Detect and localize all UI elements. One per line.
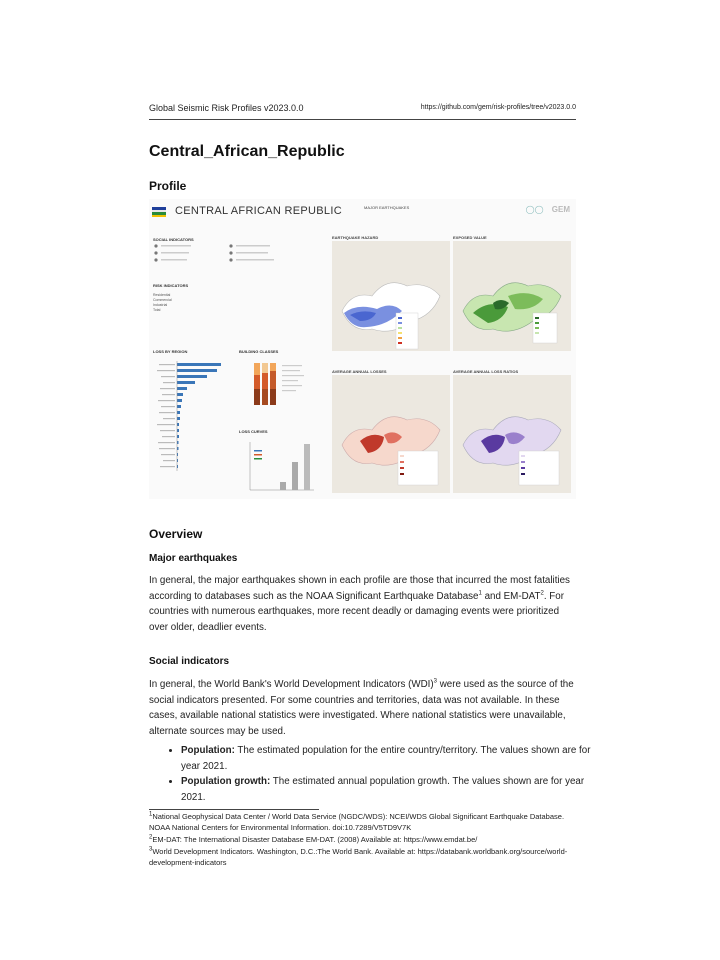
major-earthquakes-paragraph [149, 573, 579, 636]
page-title: Central_African_Republic [149, 143, 345, 160]
header-title: Global Seismic Risk Profiles v2023.0.0 [149, 103, 304, 113]
loss-by-region-chart [153, 359, 233, 489]
indicator-bullet-list [167, 743, 593, 806]
aalr-map-svg [453, 375, 571, 493]
running-header [149, 103, 576, 117]
og-logo-icon: ◯◯ [525, 205, 544, 214]
infographic-major-eq-label: MAJOR EARTHQUAKES [364, 205, 410, 210]
aal-map-svg [332, 375, 450, 493]
header-url[interactable]: https://github.com/gem/risk-profiles/tree/v2023.0.0 [420, 104, 576, 111]
exposed-map-svg [453, 241, 571, 351]
building-classes-chart [244, 359, 314, 419]
average-annual-losses-map [332, 369, 450, 515]
gem-logo: GEM [551, 205, 570, 214]
footnote-ref[interactable]: 1 [478, 590, 482, 597]
hazard-map-svg [332, 241, 450, 351]
paragraph-text: In general, the major earthquakes shown in each profile are those that incurred the most fatalities according to databases such as the NOAA Significant Earthquake Database [149, 575, 570, 602]
footnote-rule [149, 809, 319, 810]
social-indicator-icons [153, 243, 323, 265]
paragraph-text: were used as the source of the social indicators presented. For some countries and territories, data was not available. In these cases, available national statistics were investigated. Where national statistics were unavailable, alternate sources may be used. [149, 679, 574, 738]
building-classes-label: BUILDING CLASSES [239, 349, 279, 354]
flag-icon [152, 207, 166, 217]
profile-infographic [149, 199, 576, 499]
risk-row-label: Industrial [153, 303, 168, 307]
footnote-text: EM-DAT: The International Disaster Database EM-DAT. (2008) Available at: https://www.emdat.be/ [152, 835, 478, 844]
profile-heading: Profile [149, 179, 187, 193]
major-earthquakes-heading: Major earthquakes [149, 553, 238, 564]
infographic-country-name: CENTRAL AFRICAN REPUBLIC [175, 205, 342, 217]
social-indicators-paragraph [149, 677, 579, 740]
earthquake-hazard-title: EARTHQUAKE HAZARD [332, 235, 379, 240]
footnote-number: 3 [149, 846, 153, 853]
footnote-number: 1 [149, 811, 153, 818]
footnote-1 [149, 812, 579, 833]
social-indicators-label: SOCIAL INDICATORS [153, 237, 194, 242]
risk-indicators-table [153, 293, 323, 313]
earthquake-hazard-map [332, 235, 450, 381]
aalr-title: AVERAGE ANNUAL LOSS RATIOS [453, 369, 519, 374]
footnote-ref[interactable]: 2 [540, 590, 544, 597]
paragraph-text: . For countries with numerous earthquakes, more recent deadly or damaging events were prioritized over older, deadlier events. [149, 590, 564, 634]
risk-indicators-label: RISK INDICATORS [153, 283, 189, 288]
footnote-text: World Development Indicators. Washington, D.C.:The World Bank. Available at: https://databank.worldbank.org/source/world-development-indicators [149, 847, 568, 867]
social-indicators-heading: Social indicators [149, 656, 230, 667]
bullet-text: The estimated population for the entire country/territory. The values shown are for year 2021. [181, 745, 591, 772]
infographic-logos [526, 205, 570, 214]
paragraph-text: In general, the World Bank's World Development Indicators (WDI) [149, 679, 434, 690]
footnote-3 [149, 847, 579, 868]
loss-curves-label: LOSS CURVES [239, 429, 268, 434]
bullet-term: Population: [181, 745, 235, 756]
average-annual-loss-ratios-map [453, 369, 571, 515]
bullet-term: Population growth: [181, 776, 271, 788]
paragraph-text: and EM-DAT [481, 590, 541, 602]
risk-row-label: Commercial [153, 298, 172, 302]
header-rule [149, 119, 576, 120]
footnote-text: National Geophysical Data Center / World Data Service (NGDC/WDS): NCEI/WDS Global Significant Earthquake Database. NOAA National Centers for Environmental Information. doi:10.7289/V5TD9V7K [149, 812, 565, 832]
exposed-value-title: EXPOSED VALUE [453, 235, 487, 240]
risk-row-label: Total [153, 308, 161, 312]
loss-by-region-label: LOSS BY REGION [153, 349, 188, 354]
list-item [181, 774, 593, 805]
list-item [181, 743, 593, 774]
loss-curves-chart [246, 440, 316, 495]
exposed-value-map [453, 235, 571, 381]
overview-heading: Overview [149, 527, 203, 541]
aal-title: AVERAGE ANNUAL LOSSES [332, 369, 387, 374]
footnote-number: 2 [149, 834, 153, 841]
risk-row-label: Residential [153, 293, 171, 297]
bullet-text: The estimated annual population growth. The values shown are for year 2021. [181, 776, 585, 804]
footnote-2 [149, 835, 579, 846]
footnote-ref[interactable]: 3 [433, 678, 437, 685]
